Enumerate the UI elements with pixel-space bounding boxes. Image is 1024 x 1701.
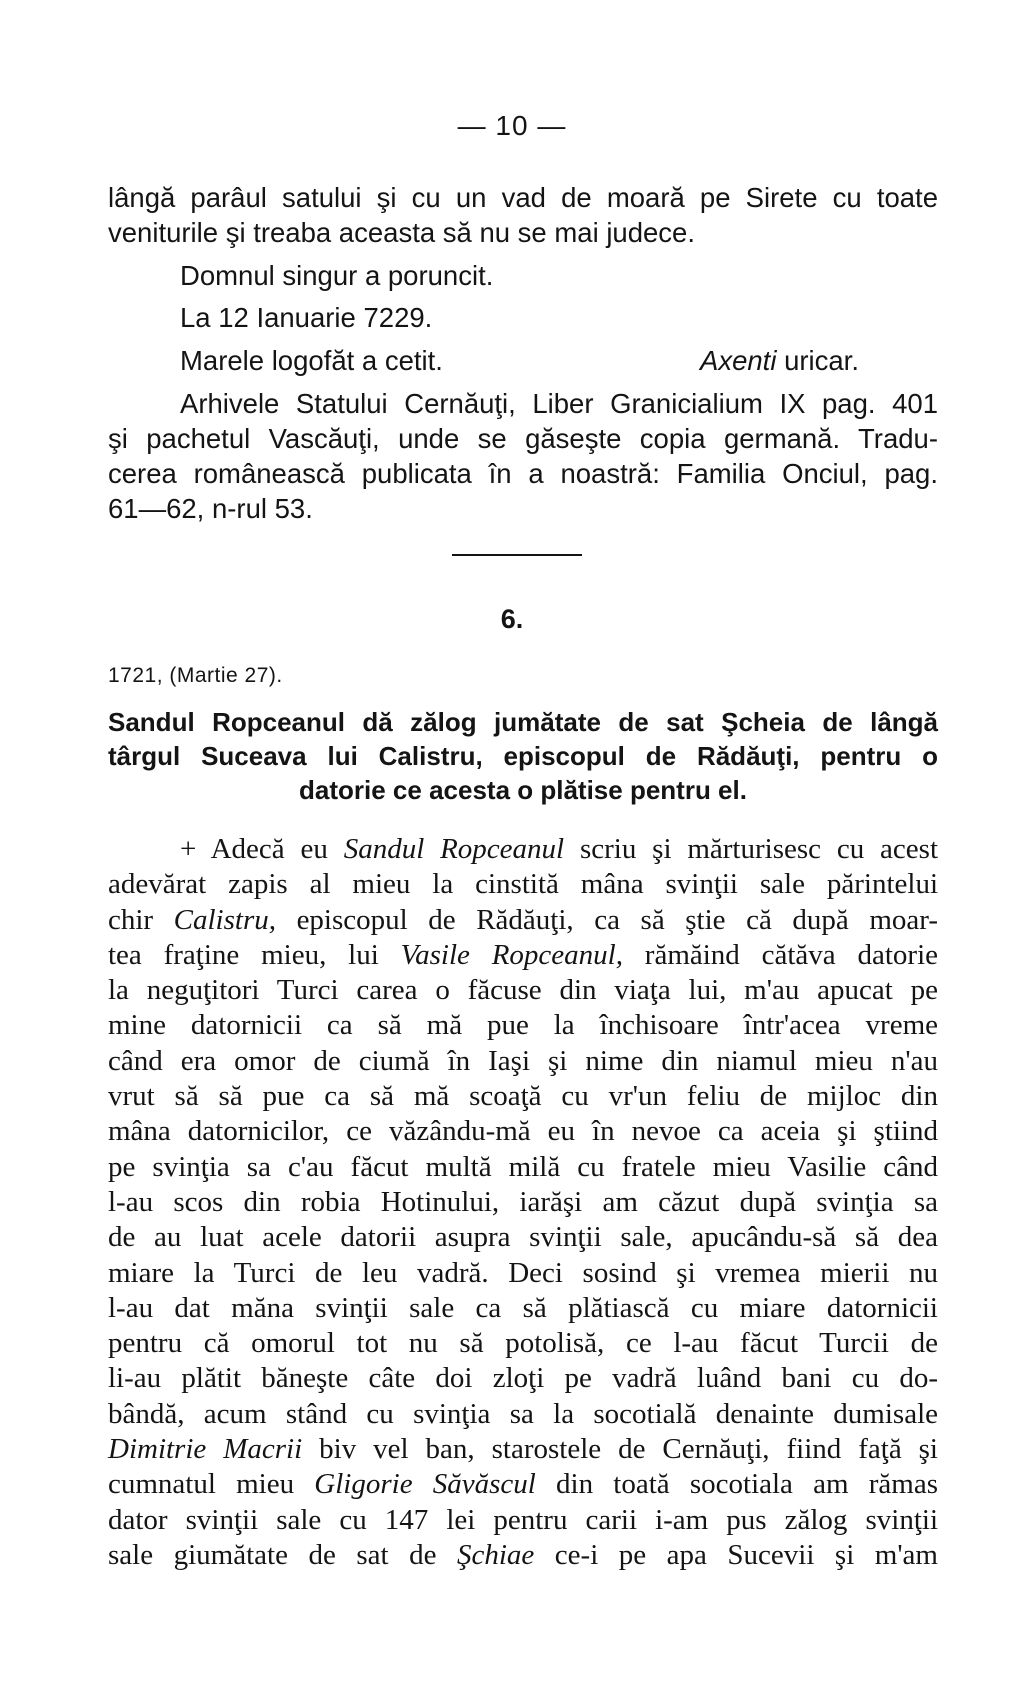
- text-span: din toată socotiala am rămas: [535, 1468, 938, 1501]
- body-line: [108, 1538, 938, 1573]
- body-line: mâna datornicilor, ce văzându-mă eu în nevoe ca aceia şi ştiind: [108, 1115, 938, 1148]
- signer-name: Axenti: [700, 345, 777, 376]
- text-line: cerea românească publicata în a noastră: Familia Onciul, pag.: [108, 458, 938, 489]
- text-line: Arhivele Statului Cernăuţi, Liber Granicialium IX pag. 401: [180, 388, 938, 419]
- body-line: pe svinţia sa c'au făcut multă milă cu fratele mieu Vasilie când: [108, 1150, 938, 1183]
- signer-role: uricar.: [776, 345, 859, 376]
- text-span: biv vel ban, starostele de Cernăuţi, fiind faţă şi: [302, 1433, 938, 1466]
- body-line: l-au dat măna svinţii sale ca să plătiască cu miare datornicii: [108, 1291, 938, 1324]
- body-line: bândă, acum stând cu svinţia sa la socotială denainte dumisale: [108, 1397, 938, 1430]
- text-span: sale giumătate de sat de: [108, 1538, 457, 1571]
- text-span: rămăind cătăva datorie: [622, 938, 938, 971]
- text-span: cumnatul mieu: [108, 1468, 315, 1501]
- closing-signature: [700, 343, 859, 378]
- person-name: Vasile Ropceanul,: [400, 938, 623, 971]
- body-line: [108, 832, 938, 867]
- text-span: scriu şi mărturisesc cu acest: [564, 833, 939, 865]
- text-span: + Adecă eu: [180, 833, 344, 865]
- summary-line: târgul Suceava lui Calistru, episcopul de Rădăuţi, pentru o: [108, 741, 938, 771]
- body-line: dator svinţii sale cu 147 lei pentru carii i-am pus zălog svinţii: [108, 1503, 938, 1536]
- text-line: şi pachetul Vascăuţi, unde se găseşte copia germană. Tradu-: [108, 423, 938, 454]
- person-name: Dimitrie Macrii: [108, 1433, 303, 1466]
- body-line: pentru că omorul tot nu să potolisă, ce l-au făcut Turcii de: [108, 1327, 938, 1360]
- text-span: ce-i pe apa Sucevii şi m'am: [534, 1538, 938, 1571]
- body-line: când era omor de ciumă în Iaşi şi nime din niamul mieu n'au: [108, 1044, 938, 1077]
- text-span: episcopul de Rădăuţi, ca să ştie că după moar-: [276, 903, 938, 936]
- body-line: l-au scos din robia Hotinului, iarăşi am căzut după svinţia sa: [108, 1185, 938, 1218]
- person-name: Calistru,: [173, 903, 276, 936]
- page-number: — 10 —: [457, 110, 567, 141]
- body-line: [108, 903, 938, 938]
- text-span: tea fraţine mieu, lui: [108, 938, 401, 971]
- document-date: 1721, (Martie 27).: [108, 664, 283, 687]
- source-note: [108, 386, 938, 526]
- body-line: la neguţitori Turci carea o făcuse din viaţa lui, m'au apucat pe: [108, 974, 938, 1007]
- text-line: lângă parâul satului şi cu un vad de moară pe Sirete cu toate: [108, 182, 938, 213]
- text-line: veniturile şi treaba aceasta să nu se mai judece.: [108, 217, 695, 248]
- section-divider: [452, 554, 582, 556]
- text-line: 61—62, n-rul 53.: [108, 493, 313, 524]
- document-number: 6.: [500, 604, 524, 634]
- place-name: Şchiae: [456, 1538, 535, 1571]
- closing-date: La 12 Ianuarie 7229.: [180, 302, 433, 333]
- document-summary: [108, 705, 938, 807]
- intro-paragraph: [108, 180, 938, 250]
- text-span: chir: [108, 903, 174, 936]
- closing-domnul: Domnul singur a poruncit.: [180, 260, 494, 291]
- summary-line: Sandul Ropceanul dă zălog jumătate de sat Şcheia de lângă: [108, 707, 938, 737]
- body-line: [108, 1432, 938, 1467]
- summary-line: datorie ce acesta o plătise pentru el.: [299, 775, 747, 805]
- body-line: vrut să să pue ca să mă scoaţă cu vr'un feliu de mijloc din: [108, 1080, 938, 1113]
- person-name: Sandul Ropceanul: [343, 833, 565, 865]
- document-body: [108, 832, 938, 1573]
- body-line: miare la Turci de leu vadră. Deci sosind şi vremea mierii nu: [108, 1256, 938, 1289]
- person-name: Gligorie Săvăscul: [314, 1468, 536, 1501]
- body-line: [108, 1467, 938, 1502]
- body-line: [108, 938, 938, 973]
- body-line: de au luat acele datorii asupra svinţii sale, apucându-să să dea: [108, 1221, 938, 1254]
- body-line: li-au plătit băneşte câte doi zloţi pe vadră luând bani cu do-: [108, 1362, 938, 1395]
- body-line: adevărat zapis al mieu la cinstită mâna svinţii sale părintelui: [108, 868, 938, 901]
- closing-logofat: Marele logofăt a cetit.: [180, 345, 443, 376]
- body-line: mine datornicii ca să mă pue la închisoare într'acea vreme: [108, 1009, 938, 1042]
